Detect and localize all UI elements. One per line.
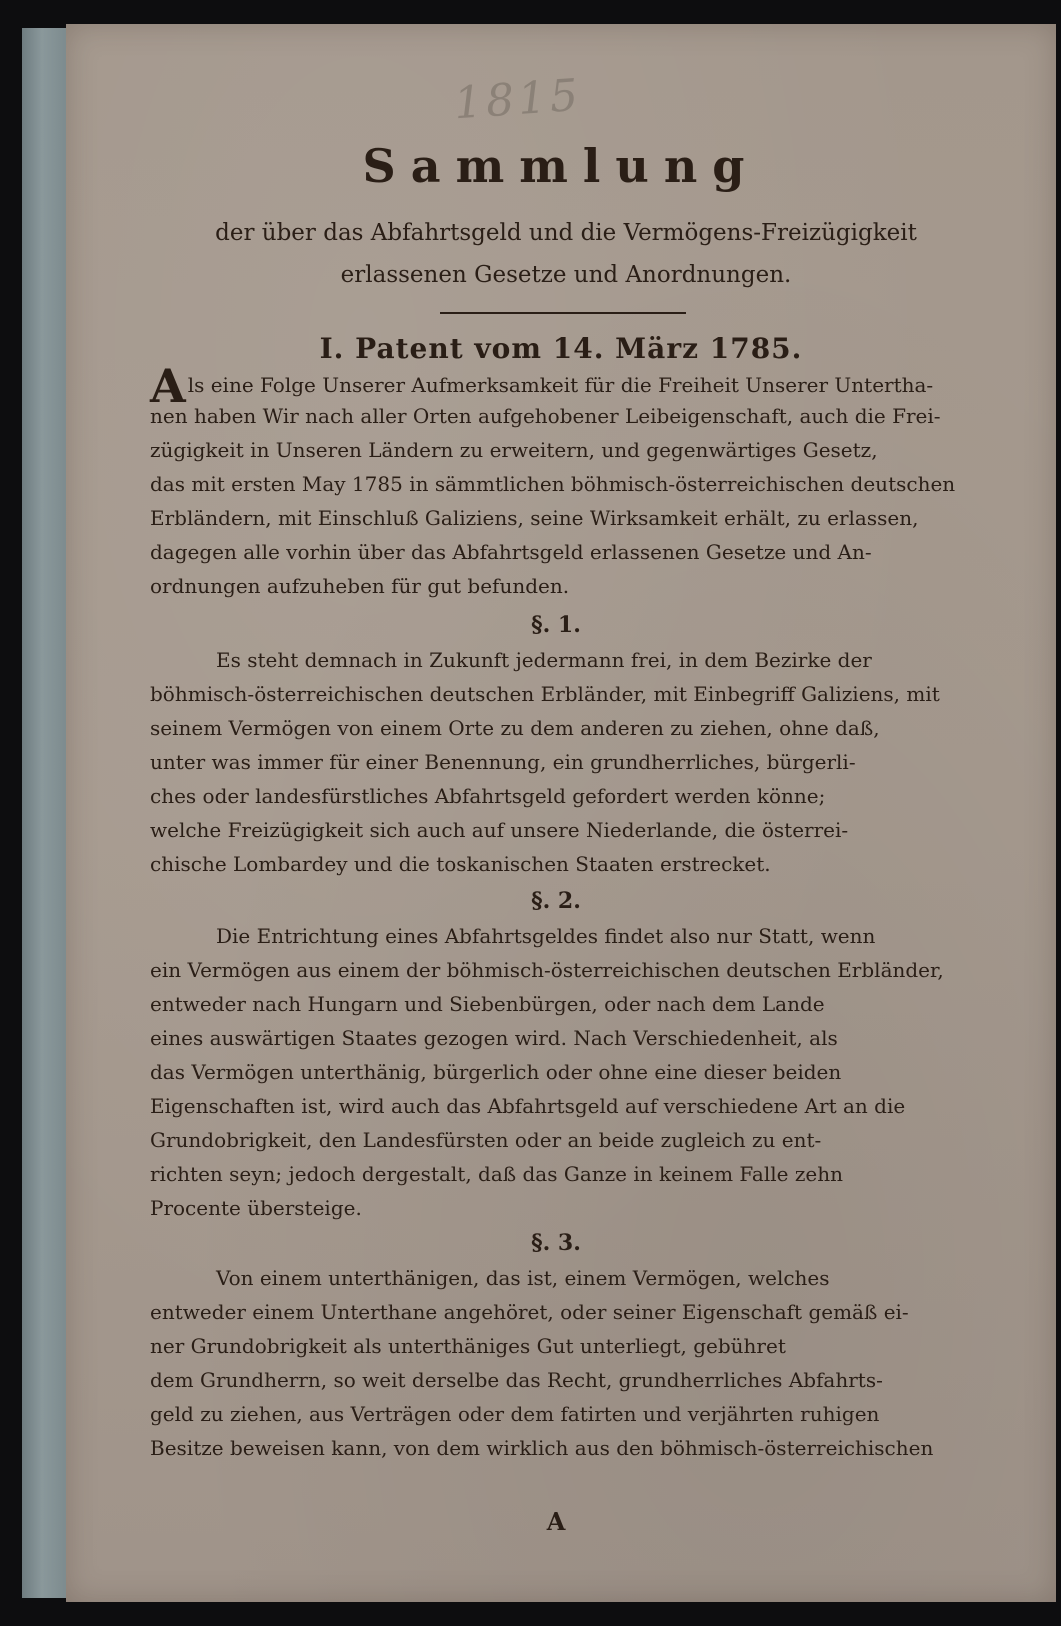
section-line: ches oder landesfürstliches Abfahrtsgeld gefordert werden könne; [150,784,826,808]
section-line: entweder nach Hungarn und Siebenbürgen, oder nach dem Lande [150,992,825,1016]
section-line: geld zu ziehen, aus Verträgen oder dem fatirten und verjährten ruhigen [150,1402,880,1426]
intro-line: Erbländern, mit Einschluß Galiziens, seine Wirksamkeit erhält, zu erlassen, [150,506,919,530]
document-subtitle: der über das Abfahrtsgeld und die Vermögens-Freizügigkeit erlassenen Gesetze und Anordnungen. [215,220,917,288]
section-line: Besitze beweisen kann, von dem wirklich aus den böhmisch-österreichischen [150,1436,934,1460]
drop-initial: A [150,359,186,413]
book-binding-edge [22,28,72,1598]
section-line: ein Vermögen aus einem der böhmisch-österreichischen deutschen Erbländer, [150,958,944,982]
title-divider [440,312,686,314]
intro-line: ordnungen aufzuheben für gut befunden. [150,574,570,598]
signature-mark: A [546,1507,566,1536]
section-line: dem Grundherrn, so weit derselbe das Recht, grundherrliches Abfahrts- [150,1368,883,1392]
section-line: welche Freizügigkeit sich auch auf unsere Niederlande, die österrei- [150,818,849,842]
section-line: böhmisch-österreichischen deutschen Erbländer, mit Einbegriff Galiziens, mit [150,682,940,706]
intro-line: das mit ersten May 1785 in sämmtlichen böhmisch-österreichischen deutschen [150,472,956,496]
section-line: Procente übersteige. [150,1196,362,1220]
section-line: ner Grundobrigkeit als unterthäniges Gut unterliegt, gebühret [150,1334,786,1358]
patent-heading: I. Patent vom 14. März 1785. [319,332,803,365]
document-title: Sammlung [362,139,760,193]
section-line: Die Entrichtung eines Abfahrtsgeldes findet also nur Statt, wenn [216,924,876,948]
intro-line: zügigkeit in Unseren Ländern zu erweitern, und gegenwärtiges Gesetz, [150,438,878,462]
intro-line: nen haben Wir nach aller Orten aufgehobener Leibeigenschaft, auch die Frei- [150,404,941,428]
section-line: Es steht demnach in Zukunft jedermann frei, in dem Bezirke der [216,648,872,672]
section-heading: §. 1. [531,612,581,638]
document-page [66,24,1056,1602]
section-line: Eigenschaften ist, wird auch das Abfahrtsgeld auf verschiedene Art an die [150,1094,906,1118]
section-line: entweder einem Unterthane angehöret, oder seiner Eigenschaft gemäß ei- [150,1300,909,1324]
pencil-annotation: 1815 [452,69,584,130]
section-line: richten seyn; jedoch dergestalt, daß das Ganze in keinem Falle zehn [150,1162,843,1186]
section-line: Grundobrigkeit, den Landesfürsten oder an beide zugleich zu ent- [150,1128,822,1152]
section-line: eines auswärtigen Staates gezogen wird. Nach Verschiedenheit, als [150,1026,838,1050]
section-line: seinem Vermögen von einem Orte zu dem anderen zu ziehen, ohne daß, [150,716,880,740]
section-line: das Vermögen unterthänig, bürgerlich oder ohne eine dieser beiden [150,1060,842,1084]
section-line: chische Lombardey und die toskanischen Staaten erstrecket. [150,852,771,876]
intro-line: dagegen alle vorhin über das Abfahrtsgeld erlassenen Gesetze und An- [150,540,872,564]
section-heading: §. 2. [531,888,581,914]
intro-line-text: ls eine Folge Unserer Aufmerksamkeit für die Freiheit Unserer Untertha- [187,373,934,397]
section-line: unter was immer für einer Benennung, ein grundherrliches, bürgerli- [150,750,856,774]
section-heading: §. 3. [531,1230,581,1256]
section-line: Von einem unterthänigen, das ist, einem Vermögen, welches [216,1266,830,1290]
